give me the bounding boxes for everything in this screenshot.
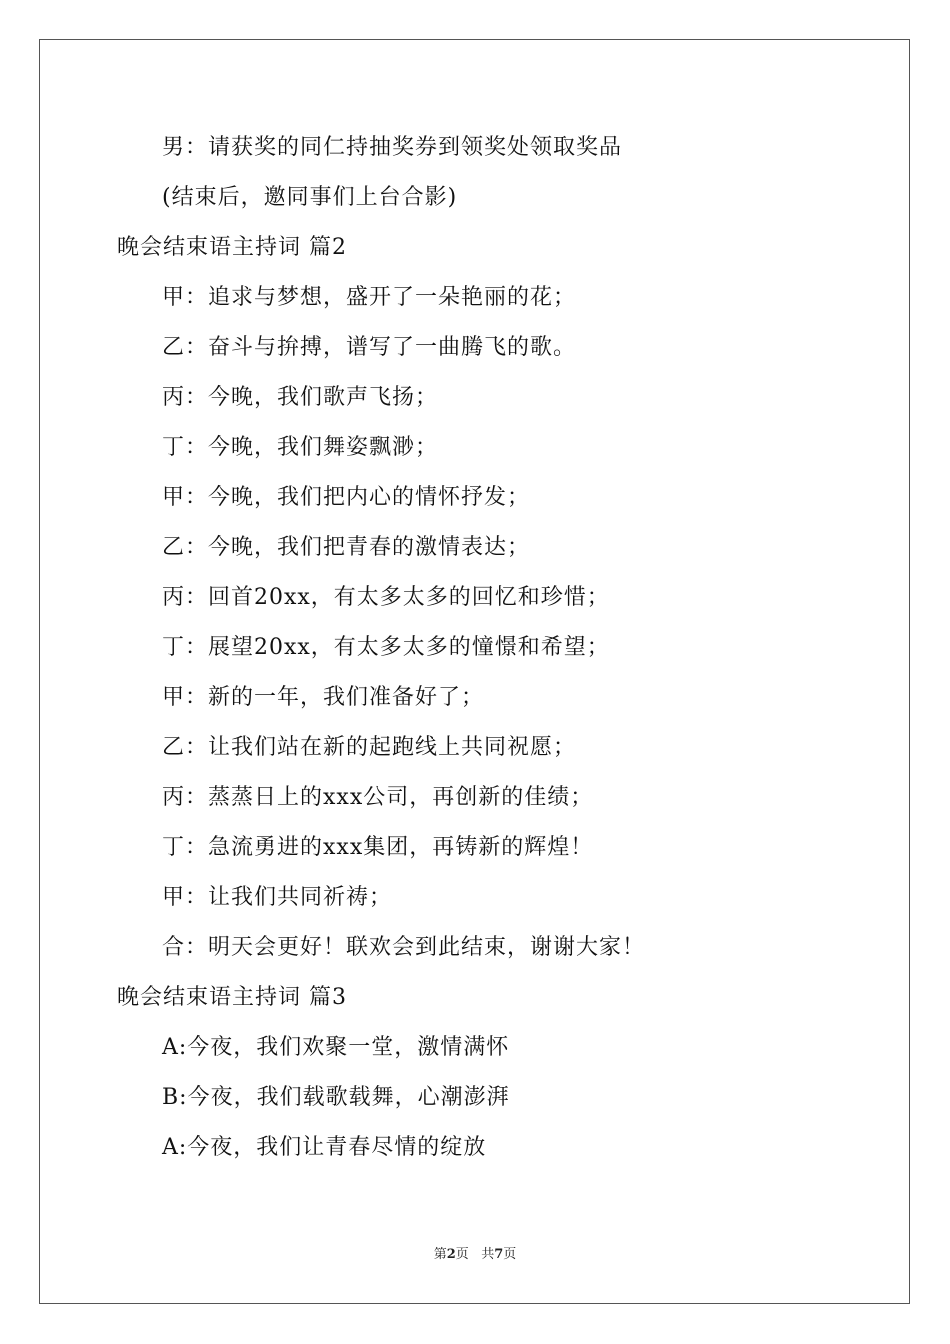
section-heading: 晚会结束语主持词 篇3	[117, 985, 347, 1010]
page-footer	[0, 1246, 950, 1264]
text-line: 甲：新的一年，我们准备好了；	[162, 685, 485, 710]
footer-page-suffix: 页	[455, 1247, 469, 1262]
total-page-count: 7	[494, 1247, 504, 1262]
text-line: 丙：蒸蒸日上的xxx公司，再创新的佳绩；	[162, 785, 594, 810]
text-line: 甲：让我们共同祈祷；	[162, 885, 393, 910]
text-line: 乙：今晚，我们把青春的激情表达；	[162, 535, 531, 560]
footer-prefix: 第	[433, 1247, 447, 1262]
text-line: A:今夜，我们让青春尽情的绽放	[162, 1135, 487, 1160]
text-line: A:今夜，我们欢聚一堂，激情满怀	[162, 1035, 510, 1060]
text-line: B:今夜，我们载歌载舞，心潮澎湃	[162, 1085, 510, 1110]
text-line: 甲：今晚，我们把内心的情怀抒发；	[162, 485, 531, 510]
text-line: (结束后，邀同事们上台合影)	[162, 185, 458, 210]
text-line: 丁：今晚，我们舞姿飘渺；	[162, 435, 439, 460]
section-heading: 晚会结束语主持词 篇2	[117, 235, 347, 260]
footer-total-prefix: 共	[481, 1247, 495, 1262]
text-line: 乙：奋斗与拚搏，谱写了一曲腾飞的歌。	[162, 335, 577, 360]
text-line: 乙：让我们站在新的起跑线上共同祝愿；	[162, 735, 577, 760]
text-line: 丁：急流勇进的xxx集团，再铸新的辉煌！	[162, 835, 594, 860]
text-line: 合：明天会更好！联欢会到此结束，谢谢大家！	[162, 935, 646, 960]
text-line: 丙：今晚，我们歌声飞扬；	[162, 385, 439, 410]
footer-total-suffix: 页	[503, 1247, 517, 1262]
text-line: 丁：展望20xx，有太多太多的憧憬和希望；	[162, 635, 610, 660]
text-line: 甲：追求与梦想，盛开了一朵艳丽的花；	[162, 285, 577, 310]
page-frame	[39, 39, 910, 1304]
current-page-number: 2	[446, 1247, 456, 1262]
text-line: 男：请获奖的同仁持抽奖券到领奖处领取奖品	[162, 135, 623, 160]
text-line: 丙：回首20xx，有太多太多的回忆和珍惜；	[162, 585, 610, 610]
